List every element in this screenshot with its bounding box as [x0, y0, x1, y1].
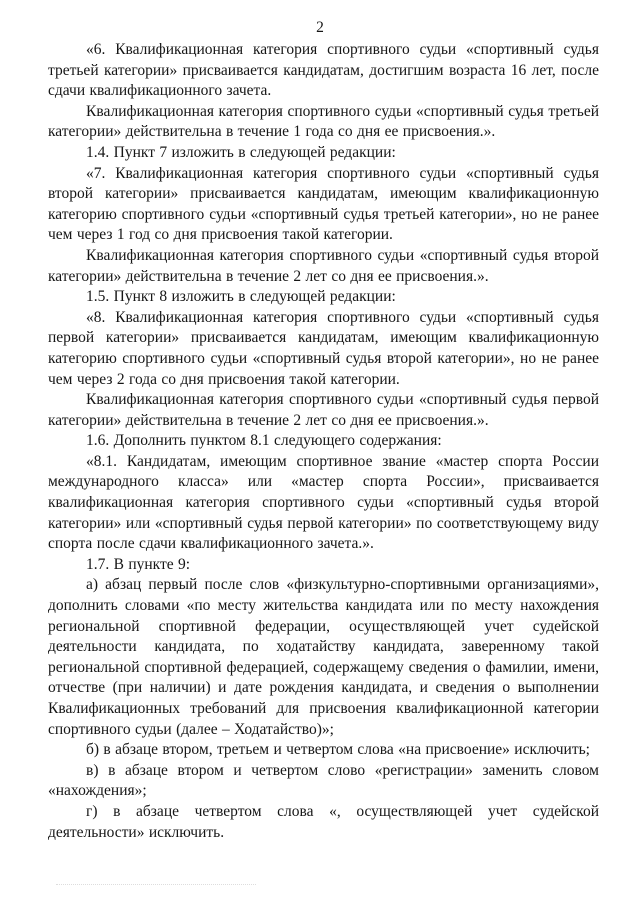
paragraph-item-8: «8. Квалификационная категория спортивного судьи «спортивный судья первой категории» присваивается кандидатам, имеющим квалификационную категорию спортивного судьи «спортивный судья второй категории», но не ранее чем через 2 года со дня присвоения такой категории.: [48, 308, 599, 388]
paragraph-amendment-1-5: 1.5. Пункт 8 изложить в следующей редакции:: [86, 288, 396, 306]
paragraph-subitem-b: б) в абзаце втором, третьем и четвертом слова «на присвоение» исключить;: [86, 741, 590, 759]
paragraph-amendment-1-4: 1.4. Пункт 7 изложить в следующей редакции:: [86, 143, 396, 161]
paragraph-subitem-v: в) в абзаце втором и четвертом слово «регистрации» заменить словом «нахождения»;: [48, 761, 599, 800]
paragraph-item-7: «7. Квалификационная категория спортивного судьи «спортивный судья второй категории» присваивается кандидатам, имеющим квалификационную категорию спортивного судьи «спортивный судья третьей категории», но не ранее чем через 1 год со дня присвоения такой категории.: [48, 164, 599, 244]
page-number: 2: [316, 19, 324, 36]
paragraph-item-8-validity: Квалификационная категория спортивного судьи «спортивный судья первой категории» действительна в течение 2 лет со дня ее присвоения.».: [48, 391, 599, 429]
paragraph-item-8-1: «8.1. Кандидатам, имеющим спортивное звание «мастер спорта России международного класса» или «мастер спорта России», присваивается квалификационная категория спортивного судьи «спортивный судья второй категории» или «спортивный судья первой категории» по соответствующему виду спорта после сдачи квалификационного зачета.».: [48, 452, 599, 553]
paragraph-amendment-1-7: 1.7. В пункте 9:: [86, 555, 191, 573]
paragraph-item-6: «6. Квалификационная категория спортивного судьи «спортивный судья третьей категории» присваивается кандидатам, достигшим возраста 16 лет, после сдачи квалификационного зачета.: [48, 41, 599, 100]
document-body: [48, 40, 599, 843]
scan-artifact-dots: [56, 884, 256, 889]
paragraph-amendment-1-6: 1.6. Дополнить пунктом 8.1 следующего содержания:: [86, 432, 442, 450]
paragraph-item-7-validity: Квалификационная категория спортивного судьи «спортивный судья второй категории» действительна в течение 2 лет со дня ее присвоения.».: [48, 246, 599, 285]
paragraph-subitem-g: г) в абзаце четвертом слова «, осуществляющей учет судейской деятельности» исключить.: [48, 802, 599, 841]
paragraph-item-6-validity: Квалификационная категория спортивного судьи «спортивный судья третьей категории» действительна в течение 1 года со дня ее присвоения.».: [48, 102, 599, 141]
paragraph-subitem-a: а) абзац первый после слов «физкультурно-спортивными организациями», дополнить словами «по месту жительства кандидата или по месту нахождения региональной спортивной федерации, осуществляющей учет судейской деятельности кандидата, по ходатайству кандидата, заверенному такой региональной спортивной федерацией, содержащему сведения о фамилии, имени, отчестве (при наличии) и дате рождения кандидата, и сведения о выполнении Квалификационных требований для присвоения квалификационной категории спортивного судьи (далее – Ходатайство)»;: [48, 576, 599, 738]
